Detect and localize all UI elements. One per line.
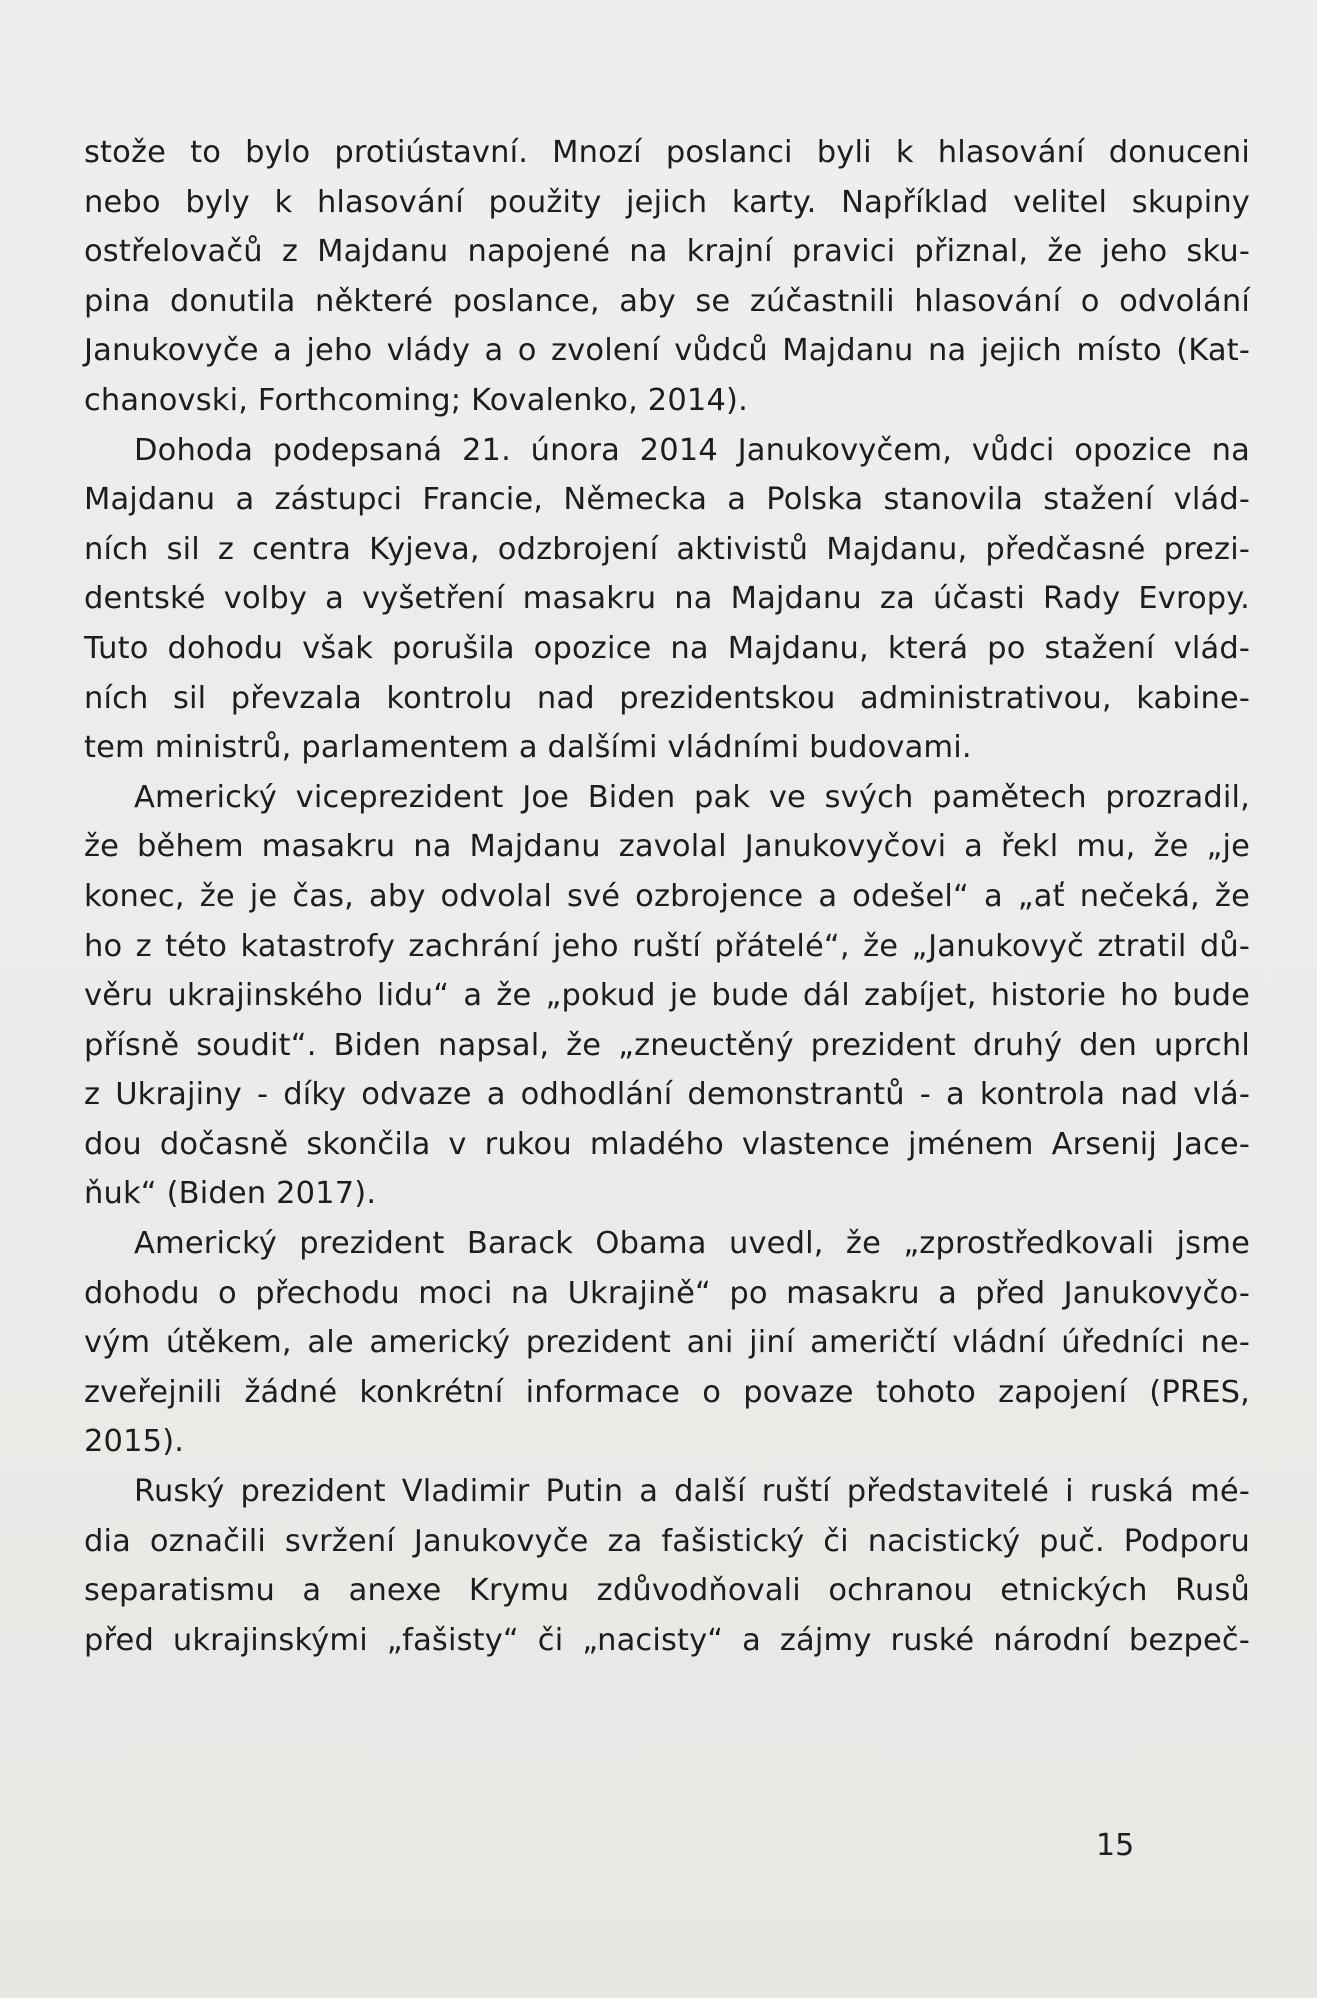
text-line: dohodu o přechodu moci na Ukrajině“ po masakru a před Janukovyčo- — [84, 1275, 1250, 1311]
text-line: ních sil z centra Kyjeva, odzbrojení aktivistů Majdanu, předčasné prezi- — [84, 531, 1250, 567]
text-line: ních sil převzala kontrolu nad prezidentskou administrativou, kabine- — [84, 680, 1250, 716]
text-line: věru ukrajinského lidu“ a že „pokud je bude dál zabíjet, historie ho bude — [84, 978, 1250, 1014]
text-line: Tuto dohodu však porušila opozice na Majdanu, která po stažení vlád- — [84, 630, 1250, 666]
body-text — [84, 128, 1250, 1665]
text-line: Majdanu a zástupci Francie, Německa a Polska stanovila stažení vlád- — [84, 482, 1250, 518]
text-line: dou dočasně skončila v rukou mladého vlastence jménem Arsenij Jace- — [84, 1126, 1250, 1162]
text-line: pina donutila některé poslance, aby se zúčastnili hlasování o odvolání — [84, 283, 1250, 319]
text-line: nebo byly k hlasování použity jejich karty. Například velitel skupiny — [84, 184, 1250, 220]
text-line: z Ukrajiny - díky odvaze a odhodlání demonstrantů - a kontrola nad vlá- — [84, 1077, 1250, 1113]
text-line: Americký prezident Barack Obama uvedl, že „zprostředkovali jsme — [134, 1226, 1250, 1262]
text-line: konec, že je čas, aby odvolal své ozbrojence a odešel“ a „ať nečeká, že — [84, 878, 1250, 914]
page-number: 15 — [1096, 1828, 1135, 1863]
text-line: 2015). — [84, 1424, 185, 1460]
text-line: vým útěkem, ale americký prezident ani jiní američtí vládní úředníci ne- — [84, 1325, 1250, 1361]
text-line: separatismu a anexe Krymu zdůvodňovali ochranou etnických Rusů — [84, 1573, 1250, 1609]
text-line: zveřejnili žádné konkrétní informace o povaze tohoto zapojení (PRES, — [84, 1374, 1250, 1410]
text-line: ho z této katastrofy zachrání jeho ruští přátelé“, že „Janukovyč ztratil dů- — [84, 928, 1250, 964]
text-line: chanovski, Forthcoming; Kovalenko, 2014). — [84, 382, 748, 418]
text-line: před ukrajinskými „fašisty“ či „nacisty“ a zájmy ruské národní bezpeč- — [84, 1622, 1250, 1658]
text-line: ostřelovačů z Majdanu napojené na krajní pravici přiznal, že jeho sku- — [84, 234, 1250, 270]
text-line: Dohoda podepsaná 21. února 2014 Janukovyčem, vůdci opozice na — [134, 432, 1250, 468]
text-line: Ruský prezident Vladimir Putin a další ruští představitelé i ruská mé- — [134, 1474, 1250, 1510]
text-line: stože to bylo protiústavní. Mnozí poslanci byli k hlasování donuceni — [84, 135, 1250, 170]
text-line: ňuk“ (Biden 2017). — [84, 1176, 377, 1212]
text-line: že během masakru na Majdanu zavolal Janukovyčovi a řekl mu, že „je — [84, 829, 1250, 865]
text-line: tem ministrů, parlamentem a dalšími vládními budovami. — [84, 730, 972, 766]
text-line: přísně soudit“. Biden napsal, že „zneuctěný prezident druhý den uprchl — [84, 1027, 1250, 1063]
text-line: dentské volby a vyšetření masakru na Majdanu za účasti Rady Evropy. — [84, 581, 1250, 617]
text-line: Americký viceprezident Joe Biden pak ve svých pamětech prozradil, — [134, 779, 1250, 815]
text-line: Janukovyče a jeho vlády a o zvolení vůdců Majdanu na jejich místo (Kat- — [84, 333, 1250, 369]
text-line: dia označili svržení Janukovyče za fašistický či nacistický puč. Podporu — [84, 1523, 1250, 1559]
